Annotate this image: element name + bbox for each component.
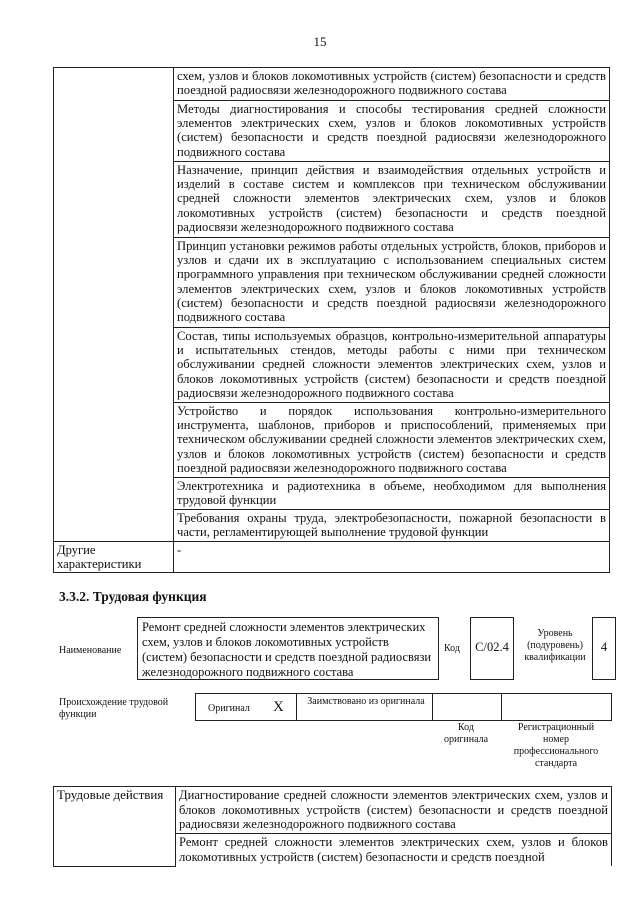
code-value-box: C/02.4 bbox=[470, 617, 514, 680]
section-heading: 3.3.2. Трудовая функция bbox=[59, 589, 207, 604]
knowledge-item: Электротехника и радиотехника в объеме, необходимом для выполнения трудовой функции bbox=[174, 478, 610, 510]
origin-divider bbox=[501, 694, 502, 720]
knowledge-item: Требования охраны труда, электробезопасности, пожарной безопасности в части, регламентирующей выполнение трудовой функции bbox=[174, 510, 610, 542]
actions-table bbox=[53, 786, 612, 867]
knowledge-item: Устройство и порядок использования контрольно-измерительного инструмента, шаблонов, приборов и приспособлений, применяемых при техническом обслуживании средней сложности элементов электрических схем, узлов и блоков локомотивных устройств (систем) безопасности и средств поездной радиосвязи железнодорожного подвижного состава bbox=[174, 403, 610, 478]
knowledge-item: Состав, типы используемых образцов, контрольно-измерительной аппаратуры и испытательных стендов, методы работы с ними при техническом обслуживании средней сложности элементов электрических схем, узлов и блоков локомотивных устройств (систем) безопасности и средств поездной радиосвязи железнодорожного подвижного состава bbox=[174, 328, 610, 403]
function-name-box: Ремонт средней сложности элементов электрических схем, узлов и блоков локомотивных устройств (систем) безопасности и средств поездной радиосвязи железнодорожного подвижного состава bbox=[137, 617, 439, 680]
name-label: Наименование bbox=[59, 645, 122, 656]
table-row bbox=[54, 542, 610, 573]
borrowed-label: Заимствовано из оригинала bbox=[307, 696, 425, 707]
origin-divider bbox=[432, 694, 433, 720]
original-mark: X bbox=[273, 699, 284, 715]
knowledge-item: Назначение, принцип действия и взаимодействия отдельных устройств и изделий в составе систем и комплексов при техническом обслуживании средней сложности элементов электрических схем, узлов и блоков локомотивных устройств (систем) безопасности и средств поездной радиосвязи железнодорожного подвижного состава bbox=[174, 162, 610, 238]
origin-box bbox=[195, 693, 612, 721]
code-label: Код bbox=[444, 643, 460, 654]
table-row bbox=[54, 787, 612, 834]
knowledge-item: Методы диагностирования и способы тестирования средней сложности элементов электрических схем, узлов и блоков локомотивных устройств (систем) безопасности и средств поездной радиосвязи железнодорожного подвижного состава bbox=[174, 101, 610, 162]
origin-label: Происхождение трудовой функции bbox=[59, 697, 169, 720]
knowledge-label-cell bbox=[54, 68, 174, 542]
other-characteristics-value: - bbox=[174, 542, 610, 573]
knowledge-item: Принцип установки режимов работы отдельных устройств, блоков, приборов и узлов и сдачи их в эксплуатацию с использованием специальных систем программного управления при техническом обслуживании средней сложности элементов электрических схем, узлов и блоков локомотивных устройств (систем) безопасности и средств поездной радиосвязи железнодорожного подвижного состава bbox=[174, 238, 610, 328]
actions-label: Трудовые действия bbox=[54, 787, 176, 867]
table-row bbox=[54, 68, 610, 101]
code-original-caption: Код оригинала bbox=[443, 722, 489, 745]
action-item: Диагностирование средней сложности элементов электрических схем, узлов и блоков локомотивных устройств (систем) безопасности и средств поездной радиосвязи железнодорожного подвижного состава bbox=[176, 787, 612, 834]
knowledge-item: схем, узлов и блоков локомотивных устройств (систем) безопасности и средств поездной радиосвязи железнодорожного подвижного состава bbox=[174, 68, 610, 101]
level-label: Уровень (подуровень) квалификации bbox=[524, 628, 586, 663]
reg-number-caption: Регистрационный номер профессионального стандарта bbox=[513, 722, 599, 769]
other-characteristics-label: Другие характеристики bbox=[54, 542, 174, 573]
level-value-box: 4 bbox=[592, 617, 616, 680]
page-number: 15 bbox=[313, 34, 327, 49]
origin-divider bbox=[296, 694, 297, 720]
action-item: Ремонт средней сложности элементов электрических схем, узлов и блоков локомотивных устройств (систем) безопасности и средств поездной bbox=[176, 834, 612, 867]
knowledge-table bbox=[53, 67, 610, 573]
original-label: Оригинал bbox=[208, 703, 250, 714]
